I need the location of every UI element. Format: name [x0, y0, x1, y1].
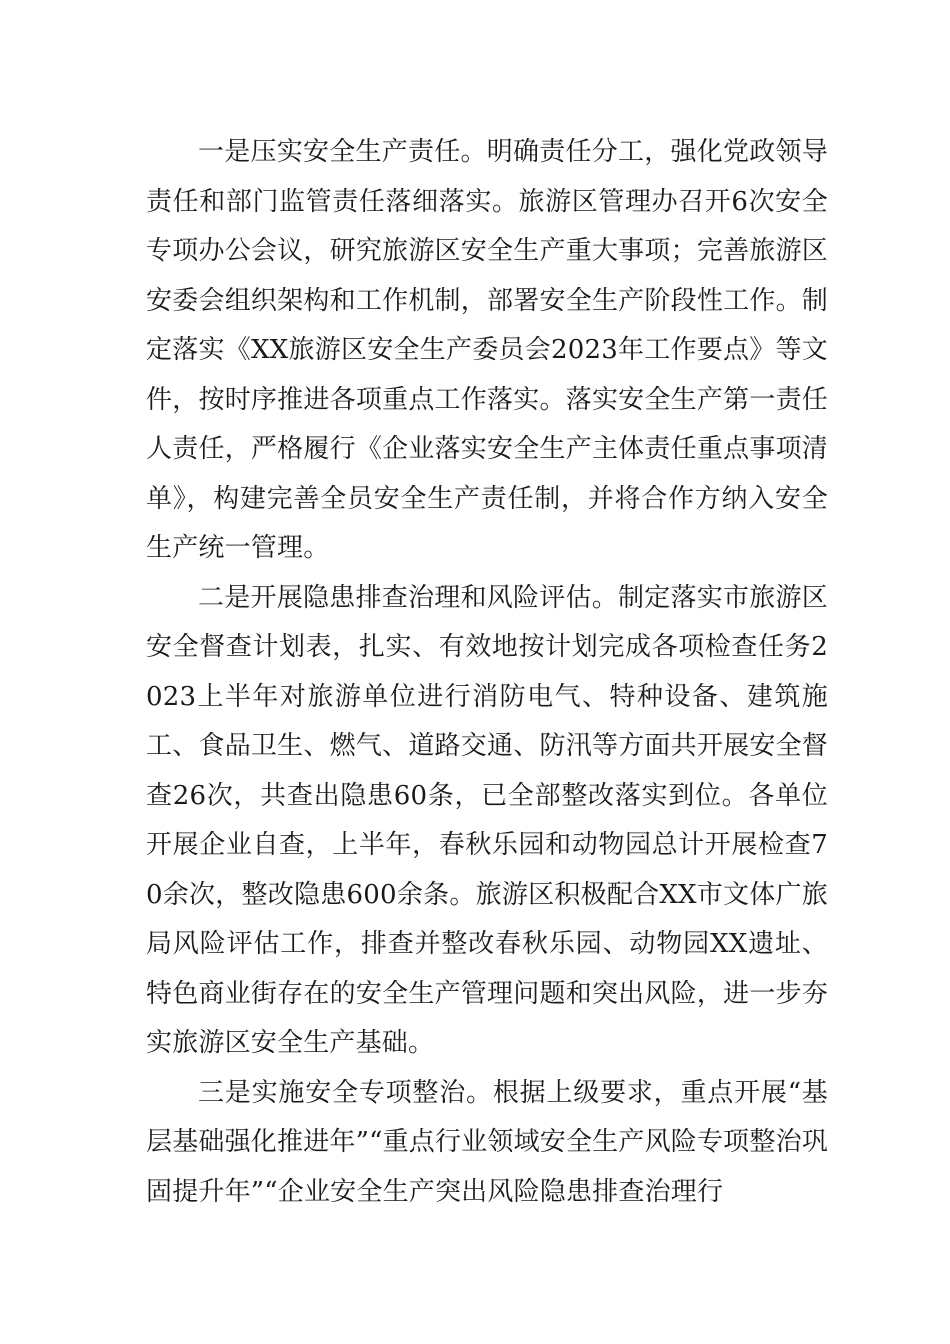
paragraph-special-rectification: 三是实施安全专项整治。根据上级要求，重点开展“基层基础强化推进年”“重点行业领域安全生产风险专项整治巩固提升年”“企业安全生产突出风险隐患排查治理行 [146, 1077, 828, 1207]
document-body [146, 128, 828, 1217]
paragraph-responsibility: 一是压实安全生产责任。明确责任分工，强化党政领导责任和部门监管责任落细落实。旅游区管理办召开6次安全专项办公会议，研究旅游区安全生产重大事项；完善旅游区安委会组织架构和工作机制，部署安全生产阶段性工作。制定落实《XX旅游区安全生产委员会2023年工作要点》等文件，按时序推进各项重点工作落实。落实安全生产第一责任人责任，严格履行《企业落实安全生产主体责任重点事项清单》，构建完善全员安全生产责任制，并将合作方纳入安全生产统一管理。 [146, 137, 828, 563]
paragraph-hazard-inspection: 二是开展隐患排查治理和风险评估。制定落实市旅游区安全督查计划表，扎实、有效地按计划完成各项检查任务2023上半年对旅游单位进行消防电气、特种设备、建筑施工、食品卫生、燃气、道路交通、防汛等方面共开展安全督查26次，共查出隐患60条，已全部整改落实到位。各单位开展企业自查，上半年，春秋乐园和动物园总计开展检查70余次，整改隐患600余条。旅游区积极配合XX市文体广旅局风险评估工作，排查并整改春秋乐园、动物园XX遗址、特色商业街存在的安全生产管理问题和突出风险，进一步夯实旅游区安全生产基础。 [146, 582, 828, 1058]
